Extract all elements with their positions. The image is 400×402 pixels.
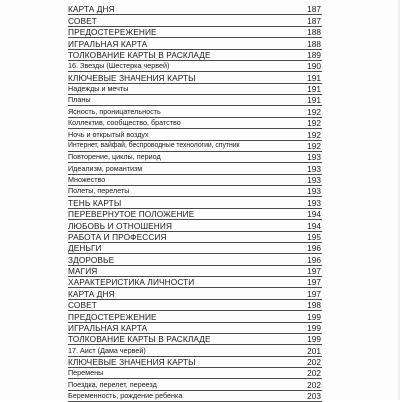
toc-entry-page-number: 199 (307, 322, 321, 333)
toc-entry (68, 61, 322, 72)
toc-entry-page-number: 192 (307, 129, 321, 140)
toc-entry-title: ТЕНЬ КАРТЫ (68, 197, 122, 208)
toc-entry-page-number: 191 (307, 95, 321, 106)
toc-entry (68, 254, 322, 265)
toc-entry-title: Полеты, перелеты (68, 186, 130, 196)
toc-entry-page-number: 191 (307, 72, 321, 83)
toc-entry-title: Ночь и открытый воздух (68, 129, 149, 139)
toc-entry (68, 368, 322, 379)
toc-entry (68, 50, 322, 61)
toc-entry-title: Планы (68, 95, 91, 105)
toc-entry (68, 209, 322, 220)
toc-entry-page-number: 193 (307, 163, 321, 174)
toc-entry (68, 141, 322, 152)
toc-entry-page-number: 196 (307, 254, 321, 265)
toc-entry-title: Поездка, перелет, переезд (68, 379, 157, 389)
toc-entry (68, 152, 322, 163)
toc-entry-title: РАБОТА И ПРОФЕССИЯ (68, 231, 167, 242)
toc-entry-page-number: 197 (307, 277, 321, 288)
toc-entry (68, 163, 322, 174)
toc-entry-page-number: 198 (307, 300, 321, 311)
toc-entry-title: ПРЕДОСТЕРЕЖЕНИЕ (68, 311, 157, 322)
toc-entry (68, 129, 322, 140)
toc-entry-title: СОВЕТ (68, 300, 97, 311)
toc-entry-title: Беременность, рождение ребенка (68, 391, 183, 401)
toc-entry (68, 4, 322, 15)
toc-entry (68, 266, 322, 277)
toc-entry-title: МАГИЯ (68, 266, 98, 276)
toc-entry-title: ТОЛКОВАНИЕ КАРТЫ В РАСКЛАДЕ (68, 334, 211, 345)
toc-entry-page-number: 202 (307, 357, 321, 367)
toc-entry-page-number: 187 (307, 4, 321, 15)
toc-entry-page-number: 203 (307, 391, 321, 402)
toc-entry (68, 15, 322, 26)
toc-entry-title: 17. Аист (Дама червей) (68, 345, 146, 355)
toc-entry-title: Интернет, вайфай, беспроводные технологии, спутник (68, 141, 240, 149)
toc-entry-page-number: 190 (307, 61, 321, 72)
toc-entry (68, 243, 322, 254)
toc-entry-title: ТОЛКОВАНИЕ КАРТЫ В РАСКЛАДЕ (68, 49, 211, 60)
toc-entry-title: ПРЕДОСТЕРЕЖЕНИЕ (68, 27, 157, 38)
toc-entry-title: КЛЮЧЕВЫЕ ЗНАЧЕНИЯ КАРТЫ (68, 357, 196, 367)
toc-entry-title: ИГРАЛЬНАЯ КАРТА (68, 322, 148, 333)
toc-entry-page-number: 188 (307, 27, 321, 38)
toc-entry-title: Коллектив, сообщество, братство (68, 118, 181, 128)
toc-entry-page-number: 192 (307, 106, 321, 117)
toc-entry (68, 391, 322, 402)
toc-entry-title: ЛЮБОВЬ И ОТНОШЕНИЯ (68, 220, 173, 231)
toc-entry-page-number: 193 (307, 197, 321, 208)
toc-entry (68, 311, 322, 322)
toc-entry (68, 84, 322, 95)
toc-entry-title: СОВЕТ (68, 15, 97, 26)
toc-entry (68, 288, 322, 299)
toc-entry (68, 197, 322, 208)
toc-entry-title: Идеализм, романтизм (68, 163, 143, 173)
table-of-contents (68, 4, 322, 402)
toc-entry (68, 323, 322, 334)
toc-entry-page-number: 193 (307, 186, 321, 197)
toc-entry (68, 27, 322, 38)
toc-entry-page-number: 199 (307, 311, 321, 322)
toc-entry-page-number: 192 (307, 118, 321, 129)
page-edge-shadow (396, 0, 400, 400)
toc-entry (68, 345, 322, 356)
toc-entry-title: Ясность, проницательность (68, 106, 161, 116)
toc-entry-page-number: 187 (307, 15, 321, 26)
toc-entry (68, 95, 322, 106)
toc-entry-title: КЛЮЧЕВЫЕ ЗНАЧЕНИЯ КАРТЫ (68, 72, 196, 83)
toc-entry-page-number: 193 (307, 175, 321, 185)
toc-entry-title: Повторение, циклы, период (68, 152, 161, 162)
toc-entry-page-number: 196 (307, 243, 321, 254)
toc-entry (68, 106, 322, 117)
toc-entry-page-number: 199 (307, 334, 321, 345)
toc-entry-page-number: 197 (307, 266, 321, 276)
toc-entry (68, 334, 322, 345)
toc-entry-page-number: 201 (307, 345, 321, 356)
toc-entry (68, 357, 322, 368)
toc-entry (68, 72, 322, 83)
toc-entry-title: Множество (68, 175, 106, 184)
toc-entry (68, 300, 322, 311)
toc-entry (68, 186, 322, 197)
toc-entry (68, 220, 322, 231)
toc-entry-title: ХАРАКТЕРИСТИКА ЛИЧНОСТИ (68, 277, 195, 288)
toc-entry (68, 38, 322, 49)
toc-entry-page-number: 192 (307, 140, 321, 151)
toc-entry-page-number: 189 (307, 49, 321, 60)
toc-entry (68, 379, 322, 390)
toc-entry-page-number: 202 (307, 368, 321, 379)
toc-entry (68, 175, 322, 186)
toc-entry-page-number: 194 (307, 209, 321, 220)
toc-entry-page-number: 202 (307, 379, 321, 390)
toc-entry-title: ИГРАЛЬНАЯ КАРТА (68, 38, 148, 49)
toc-entry-page-number: 193 (307, 152, 321, 163)
toc-entry-title: Надежды и мечты (68, 84, 129, 93)
toc-entry (68, 232, 322, 243)
toc-entry-title: ПЕРЕВЕРНУТОЕ ПОЛОЖЕНИЕ (68, 209, 195, 220)
toc-entry-page-number: 194 (307, 220, 321, 231)
toc-entry-title: ДЕНЬГИ (68, 243, 102, 254)
toc-entry-page-number: 197 (307, 288, 321, 299)
toc-entry-title: Перемены (68, 368, 104, 378)
toc-entry (68, 118, 322, 129)
toc-entry-title: 16. Звезды (Шестерка червей) (68, 61, 170, 71)
toc-entry (68, 277, 322, 288)
toc-entry-title: КАРТА ДНЯ (68, 288, 115, 299)
toc-entry-page-number: 188 (307, 38, 321, 49)
toc-entry-title: ЗДОРОВЬЕ (68, 254, 115, 265)
toc-entry-title: КАРТА ДНЯ (68, 4, 115, 15)
toc-entry-page-number: 191 (307, 84, 321, 94)
toc-entry-page-number: 195 (307, 231, 321, 242)
